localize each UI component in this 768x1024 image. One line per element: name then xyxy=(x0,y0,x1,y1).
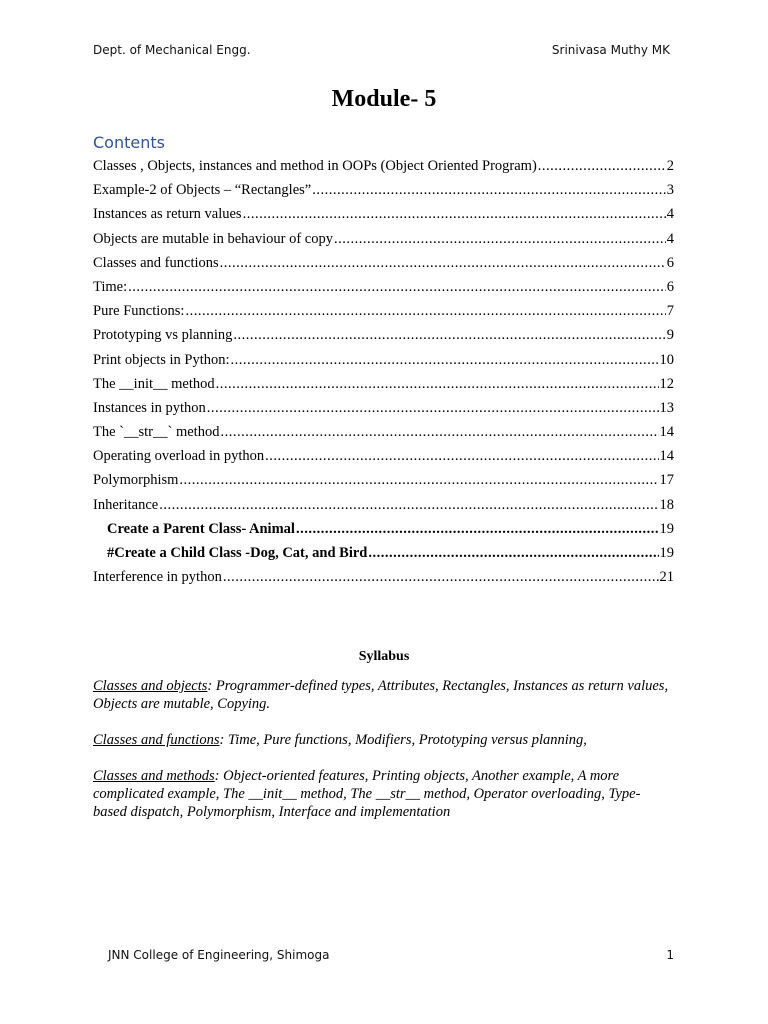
toc-entry-label: Inheritance xyxy=(93,496,159,513)
toc-entry-page: 12 xyxy=(659,375,674,392)
footer-college: JNN College of Engineering, Shimoga xyxy=(108,948,330,962)
toc-entry-page: 21 xyxy=(659,569,674,586)
toc-entry-label: The __init__ method xyxy=(93,375,215,392)
contents-heading: Contents xyxy=(93,133,165,152)
syllabus-heading: Syllabus xyxy=(358,649,410,664)
header-author: Srinivasa Muthy MK xyxy=(551,43,670,57)
toc-entry-label: Classes , Objects, instances and method in OOPs (Object Oriented Program) xyxy=(93,158,537,174)
toc-dot-leader xyxy=(223,568,659,586)
toc-entry[interactable] xyxy=(93,205,674,229)
toc-entry-page: 2 xyxy=(666,158,674,174)
toc-dot-leader xyxy=(538,157,666,175)
footer-page-number: 1 xyxy=(666,948,674,962)
toc-dot-leader xyxy=(207,399,659,417)
toc-entry-page: 19 xyxy=(659,545,674,561)
toc-entry[interactable] xyxy=(93,423,674,447)
toc-entry[interactable] xyxy=(93,568,674,592)
toc-entry[interactable] xyxy=(93,181,674,205)
toc-entry[interactable] xyxy=(93,399,674,423)
toc-entry-label: Instances in python xyxy=(93,399,206,416)
toc-dot-leader xyxy=(312,181,666,199)
syllabus-paragraph-classes-objects xyxy=(93,677,673,713)
toc-dot-leader xyxy=(159,496,658,514)
toc-entry-page: 3 xyxy=(666,182,674,199)
toc-entry-page: 19 xyxy=(659,520,674,537)
toc-entry-label: Example-2 of Objects – “Rectangles” xyxy=(93,182,312,199)
syllabus-topic: Classes and objects xyxy=(93,678,208,694)
syllabus-text: : Time, Pure functions, Modifiers, Prototyping versus planning, xyxy=(219,732,587,748)
toc-dot-leader xyxy=(243,205,666,223)
header-department: Dept. of Mechanical Engg. xyxy=(93,43,251,57)
toc-entry-page: 13 xyxy=(659,399,674,416)
toc-entry-label: Polymorphism xyxy=(93,472,179,489)
syllabus-paragraph-classes-functions xyxy=(93,731,673,749)
toc-entry-page: 14 xyxy=(659,424,674,441)
toc-entry[interactable] xyxy=(93,496,674,520)
toc-dot-leader xyxy=(233,326,665,344)
toc-entry[interactable] xyxy=(93,302,674,326)
toc-dot-leader xyxy=(265,447,658,465)
toc-dot-leader xyxy=(185,302,665,320)
syllabus-text: : Object-oriented features, Printing objects, Another example, A more complicated example, The __init__ method, The __str__ method, Operator overloading, Type-based dispatch, Polymorphism, Interface and implementation xyxy=(93,768,641,820)
toc-dot-leader xyxy=(220,423,658,441)
toc-entry[interactable] xyxy=(93,471,674,495)
toc-dot-leader xyxy=(128,278,666,296)
toc-dot-leader xyxy=(231,351,659,369)
toc-entry[interactable] xyxy=(93,375,674,399)
toc-dot-leader xyxy=(216,375,659,393)
toc-entry-page: 17 xyxy=(659,472,674,489)
toc-entry[interactable] xyxy=(93,278,674,302)
toc-entry-page: 7 xyxy=(666,303,674,320)
toc-entry-label: The `__str__` method xyxy=(93,424,220,441)
toc-entry[interactable] xyxy=(93,326,674,350)
toc-dot-leader xyxy=(220,254,666,272)
toc-entry-page: 6 xyxy=(666,254,674,271)
toc-entry-label: Classes and functions xyxy=(93,254,219,271)
toc-entry-label: #Create a Child Class -Dog, Cat, and Bird xyxy=(107,545,368,561)
toc-entry-label: Objects are mutable in behaviour of copy xyxy=(93,230,333,247)
syllabus-topic: Classes and methods xyxy=(93,768,215,784)
toc-entry-label: Operating overload in python xyxy=(93,448,265,465)
toc-entry-page: 9 xyxy=(666,327,674,344)
toc-entry[interactable] xyxy=(93,520,674,544)
toc-entry[interactable] xyxy=(93,230,674,254)
table-of-contents xyxy=(93,157,674,592)
toc-dot-leader xyxy=(334,230,666,248)
toc-entry-label: Create a Parent Class- Animal xyxy=(107,520,295,537)
toc-entry[interactable] xyxy=(93,544,674,568)
toc-entry[interactable] xyxy=(93,254,674,278)
toc-entry-page: 4 xyxy=(666,206,674,223)
syllabus-topic: Classes and functions xyxy=(93,732,220,748)
toc-entry-label: Pure Functions: xyxy=(93,303,185,320)
toc-entry[interactable] xyxy=(93,351,674,375)
toc-entry-label: Time: xyxy=(93,278,128,295)
syllabus-text: : Programmer-defined types, Attributes, Rectangles, Instances as return values, Objects are mutable, Copying. xyxy=(93,678,669,712)
toc-entry-label: Interference in python xyxy=(93,569,222,586)
toc-entry[interactable] xyxy=(93,157,674,181)
toc-entry-page: 14 xyxy=(659,448,674,465)
toc-entry[interactable] xyxy=(93,447,674,471)
toc-dot-leader xyxy=(296,520,659,538)
toc-entry-page: 6 xyxy=(666,278,674,295)
toc-entry-page: 4 xyxy=(666,230,674,247)
toc-entry-label: Instances as return values xyxy=(93,206,242,223)
toc-dot-leader xyxy=(179,471,658,489)
toc-entry-label: Print objects in Python: xyxy=(93,351,230,368)
toc-entry-label: Prototyping vs planning xyxy=(93,327,233,344)
toc-entry-page: 10 xyxy=(659,351,674,368)
syllabus-paragraph-classes-methods xyxy=(93,767,673,821)
page-title: Module- 5 xyxy=(331,86,437,112)
toc-dot-leader xyxy=(368,544,658,562)
toc-entry-page: 18 xyxy=(659,496,674,513)
